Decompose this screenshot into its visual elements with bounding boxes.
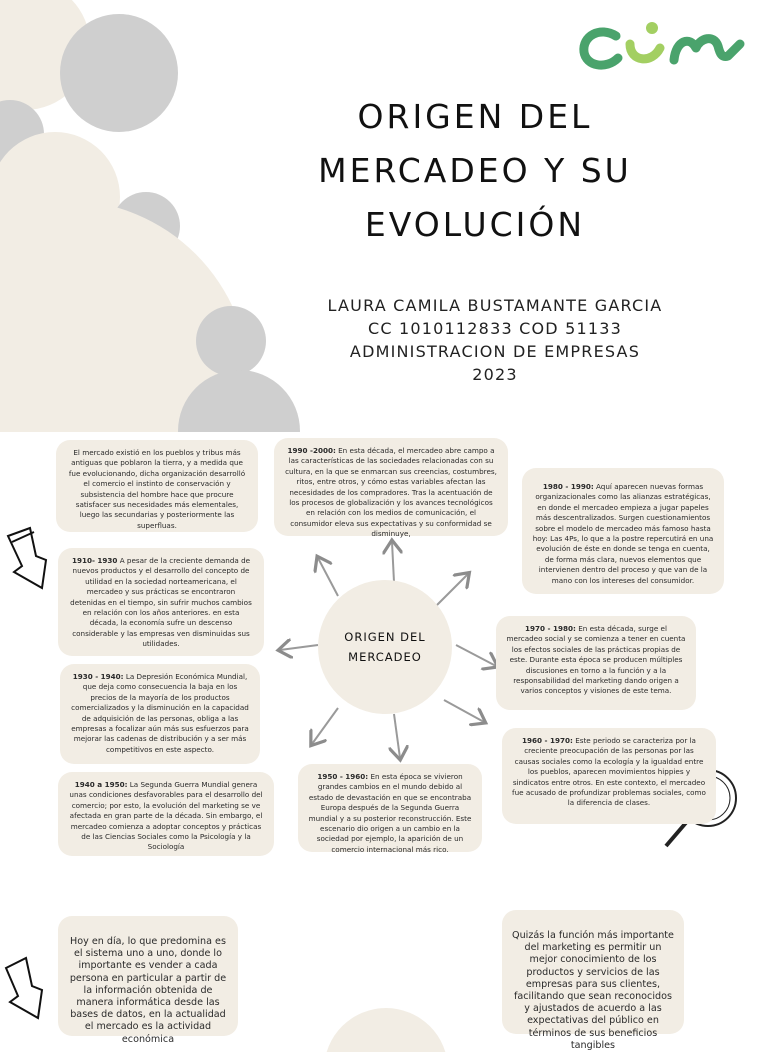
central-node-line: MERCADEO xyxy=(348,650,422,664)
card-text: En esta época se vivieron grandes cambios en el mundo debido al estado de devastación en que se encontraba Europa después de la Segunda Guerra mundial y a su posterior reconstrucción. Este escenario dio origen a un cambio en la sociedad por ejemplo, la aparición de un comercio internacional más rico. xyxy=(308,772,472,854)
central-node xyxy=(318,580,452,714)
cun-logo xyxy=(578,14,748,74)
card-text: El mercado existió en los pueblos y tribus más antiguas que poblaron la tierra, y a medida que fue evolucionando, dicha organización desarrolló el comercio el instinto de conservación y subsistencia del hombre hace que procure satisfacer sus necesidades más elementales, luego las secundarias y posteriormente las superfluas. xyxy=(68,448,246,530)
card-1940-1950 xyxy=(58,772,274,856)
card-label: 1910- 1930 xyxy=(71,556,118,565)
page-title xyxy=(300,90,650,252)
card-text: En esta década, el mercadeo abre campo a las características de las sociedades relacionadas con su cultura, en la que se enmarcan sus creencias, costumbres, ritos, entre otros, y cómo estas variables afectan las necesidades de los compradores. Tras la acentuación de los procesos de globalización y los avances tecnológicos en relación con los medios de comunicación, el consumidor eleva sus expectativas y su conformidad se disminuye, xyxy=(285,446,497,539)
author-program: ADMINISTRACION DE EMPRESAS xyxy=(349,342,641,361)
card-text: Aquí aparecen nuevas formas organizacionales como las alianzas estratégicas, en donde el mercadeo empieza a jugar papeles más descentralizados. Surgen cuestionamientos sobre el modelo de mercadeo más famoso hasta hoy: Las 4Ps, lo que a la postre repercutirá en una evolución de éste en donde se tenga en cuenta, de forma más clara, nuevos elementos que intervienen dentro del proceso y que van de la mano con los intereses del consumidor. xyxy=(532,482,714,585)
card-text: Quizás la función más importante del marketing es permitir un mejor conocimiento de los productos y servicios de las empresas para sus clientes, facilitando que sean reconocidos y ajustados de acuerdo a las expectativas del público en términos de sus beneficios tangibles xyxy=(512,930,674,1051)
card-function xyxy=(502,910,684,1051)
author-year: 2023 xyxy=(472,365,518,384)
card-label: 1990 -2000: xyxy=(287,446,336,455)
author-id: CC 1010112833 COD 51133 xyxy=(368,319,622,338)
card-text: La Segunda Guerra Mundial genera unas condiciones desfavorables para el desarrollo del comercio; por esto, la evolución del marketing se ve afectada en gran parte de la década. Sin embargo, el mercadeo comienza a adoptar conceptos y prácticas de las Ciencias Sociales como la Psicología y la Sociología xyxy=(69,780,263,852)
author-name: LAURA CAMILA BUSTAMANTE GARCIA xyxy=(327,296,663,315)
decor-circle xyxy=(60,14,178,132)
central-node-line: ORIGEN DEL xyxy=(344,630,426,644)
title-line: MERCADEO Y SU xyxy=(318,151,632,190)
card-1970-1980 xyxy=(496,616,696,710)
card-label: 1960 - 1970: xyxy=(522,736,573,745)
card-1960-1970 xyxy=(502,728,716,824)
card-label: 1980 - 1990: xyxy=(542,482,594,491)
title-line: ORIGEN DEL xyxy=(357,97,593,136)
card-1910-1930 xyxy=(58,548,264,656)
card-label: 1970 - 1980: xyxy=(525,624,576,633)
card-1980-1990 xyxy=(522,468,724,594)
card-1950-1960 xyxy=(298,764,482,852)
decor-circle xyxy=(196,306,266,376)
card-text: En esta década, surge el mercadeo social y se comienza a tener en cuenta los efectos sociales de las prácticas propias de este. Durante esta época se producen múltiples discusiones en torno a la función y a la responsabilidad del marketing dando origen a varios conceptos y visiones de este tema. xyxy=(506,624,686,696)
author-block xyxy=(300,294,690,386)
card-text: A pesar de la creciente demanda de nuevos productos y el desarrollo del concepto de utilidad en la sociedad norteamericana, el mercadeo y sus prácticas se encontraron detenidas en el tiempo, sin sufrir muchos cambios en relación con los años anteriores. en esta década, la economía sufre un descenso considerable y las empresas ven disminuidas sus utilidades. xyxy=(70,556,252,649)
card-text: Hoy en día, lo que predomina es el sistema uno a uno, donde lo importante es vender a cada persona en particular a partir de la información obtenida de manera informática desde las bases de datos, en la actualidad el mercado es la actividad económica xyxy=(69,936,227,1045)
title-line: EVOLUCIÓN xyxy=(364,205,586,244)
card-label: 1930 - 1940: xyxy=(72,672,124,681)
card-label: 1950 - 1960: xyxy=(317,772,369,781)
card-intro xyxy=(56,440,258,532)
card-label: 1940 a 1950: xyxy=(74,780,128,789)
header-section xyxy=(0,0,768,432)
card-1930-1940 xyxy=(60,664,260,764)
card-1990-2000 xyxy=(274,438,508,539)
card-today xyxy=(58,916,238,1045)
card-text: Este periodo se caracteriza por la creciente preocupación de las personas por las causas sociales como la ecología y la igualdad entre los pueblos, aparecen movimientos hippies y sindicatos entre otros. En este contexto, el mercadeo fue acusado de profundizar problemas sociales, como la diferencia de clases. xyxy=(512,736,706,808)
card-text: La Depresión Económica Mundial, que deja como consecuencia la baja en los precios de la mayoría de los productos comercializados y la disminución en la capacidad de adquisición de las personas, obliga a las empresas a focalizar aún más sus esfuerzos para mejorar las cadenas de distribución y a ser más competitivos en este aspecto. xyxy=(71,672,249,754)
